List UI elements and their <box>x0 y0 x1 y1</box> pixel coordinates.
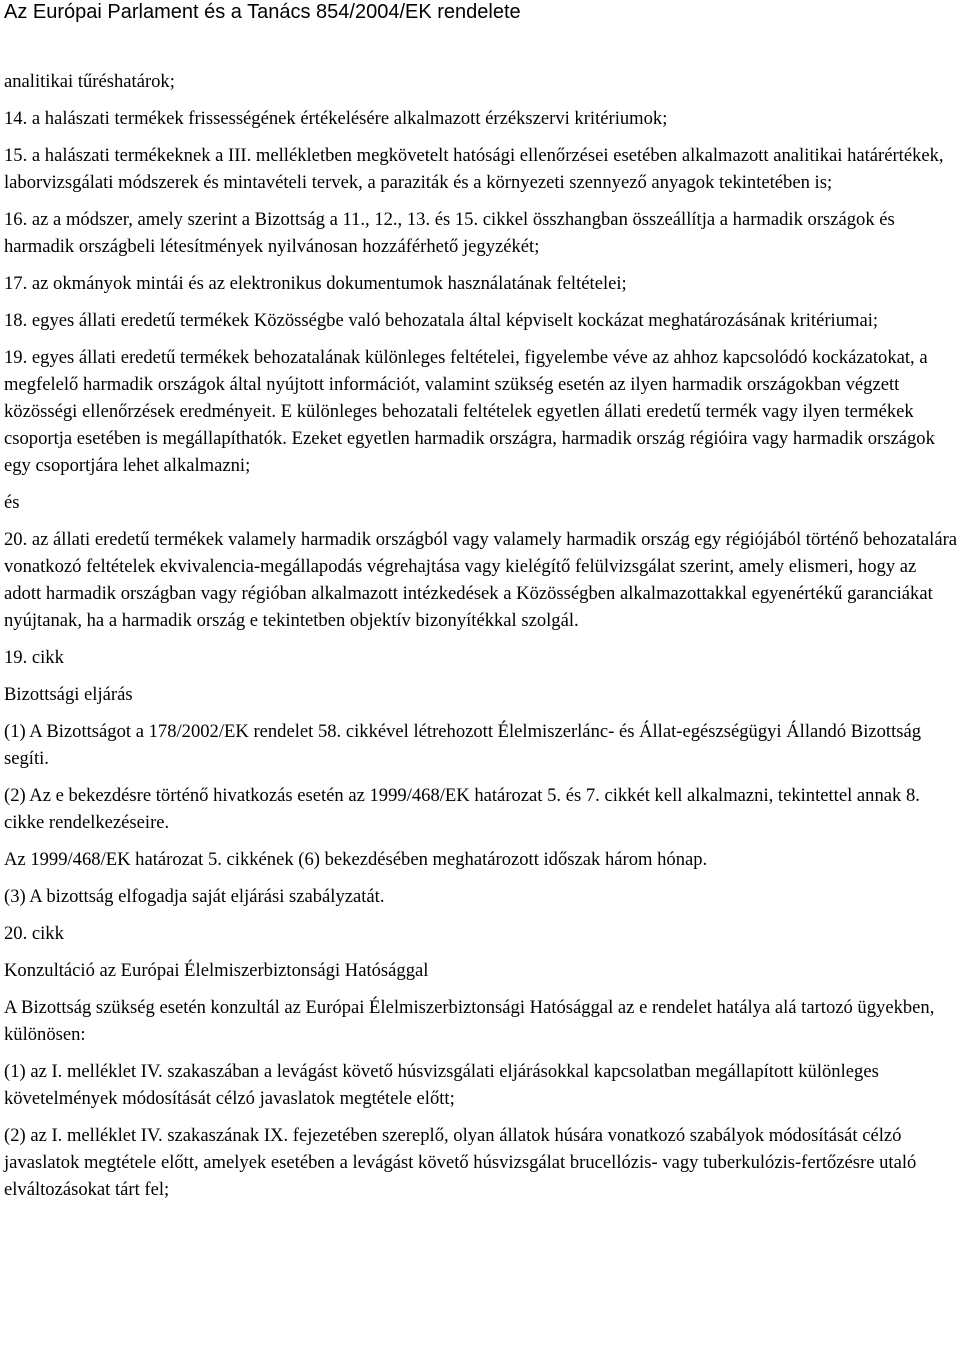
article-20-intro: A Bizottság szükség esetén konzultál az Európai Élelmiszerbiztonsági Hatósággal az e rendelet hatálya alá tartozó ügyekben, különösen: <box>4 997 935 1045</box>
paragraph-item-17: 17. az okmányok mintái és az elektronikus dokumentumok használatának feltételei; <box>4 273 627 294</box>
paragraph-item-19: 19. egyes állati eredetű termékek behozatalának különleges feltételei, figyelembe véve az ahhoz kapcsolódó kockázatokat, a megfelelő harmadik országok által nyújtott információt, valamint szükség esetén az ilyen harmadik országokban végzett közösségi ellenőrzések eredményeit. E különleges behozatali feltételek egyetlen állati eredetű termék vagy ilyen termékek csoportja esetében is megállapíthatók. Ezeket egyetlen harmadik országra, harmadik ország régióira vagy harmadik országok egy csoportjára lehet alkalmazni; <box>4 347 935 476</box>
article-20-para-2: (2) az I. melléklet IV. szakaszának IX. fejezetében szereplő, olyan állatok húsára vonatkozó szabályok módosítását célzó javaslatok megtétele előtt, amelyek esetében a levágást követő húsvizsgálat brucellózis- vagy tuberkulózis-fertőzésre utaló elváltozásokat tárt fel; <box>4 1125 917 1200</box>
article-19-para-2-sub: Az 1999/468/EK határozat 5. cikkének (6) bekezdésében meghatározott időszak három hónap. <box>4 849 708 870</box>
document-header <box>4 0 521 24</box>
article-19-title: Bizottsági eljárás <box>4 684 133 705</box>
article-20-title: Konzultáció az Európai Élelmiszerbiztonsági Hatósággal <box>4 960 429 981</box>
article-19-para-3: (3) A bizottság elfogadja saját eljárási szabályzatát. <box>4 886 385 907</box>
article-20-para-1: (1) az I. melléklet IV. szakaszában a levágást követő húsvizsgálati eljárásokkal kapcsolatban megállapított különleges követelmények módosítását célzó javaslatok megtétele előtt; <box>4 1061 879 1109</box>
article-20-number: 20. cikk <box>4 923 64 944</box>
paragraph-item-16: 16. az a módszer, amely szerint a Bizottság a 11., 12., 13. és 15. cikkel összhangban összeállítja a harmadik országok és harmadik országbeli létesítmények nyilvánosan hozzáférhető jegyzékét; <box>4 209 895 257</box>
paragraph-item-20: 20. az állati eredetű termékek valamely harmadik országból vagy valamely harmadik ország egy régiójából történő behozatalára vonatkozó feltételek ekvivalencia-megállapodás végrehajtása vagy kielégítő felülvizsgálat szerint, amely elismeri, hogy az adott harmadik országban vagy régióban alkalmazott intézkedések a Közösségben alkalmazottakkal egyenértékű garanciákat nyújtanak, ha a harmadik ország e tekintetben objektív bizonyítékkal szolgál. <box>4 529 958 631</box>
article-19-para-1: (1) A Bizottságot a 178/2002/EK rendelet 58. cikkével létrehozott Élelmiszerlánc- és Állat-egészségügyi Állandó Bizottság segíti. <box>4 721 922 769</box>
paragraph-item-18: 18. egyes állati eredetű termékek Közösségbe való behozatala által képviselt kockázat meghatározásának kritériumai; <box>4 310 879 331</box>
paragraph-analitikai: analitikai tűréshatárok; <box>4 71 175 92</box>
paragraph-item-14: 14. a halászati termékek frissességének értékelésére alkalmazott érzékszervi kritériumok; <box>4 108 668 129</box>
article-19-para-2: (2) Az e bekezdésre történő hivatkozás esetén az 1999/468/EK határozat 5. és 7. cikkét kell alkalmazni, tekintettel annak 8. cikke rendelkezéseire. <box>4 785 920 833</box>
paragraph-es: és <box>4 492 20 513</box>
paragraph-item-15: 15. a halászati termékeknek a III. mellékletben megkövetelt hatósági ellenőrzései esetében alkalmazott analitikai határértékek, laborvizsgálati módszerek és mintavételi tervek, a paraziták és a környezeti szennyező anyagok tekintetében is; <box>4 145 944 193</box>
document-title: Az Európai Parlament és a Tanács 854/2004/EK rendelete <box>4 1 521 23</box>
document-body <box>4 68 958 1203</box>
article-19-number: 19. cikk <box>4 647 64 668</box>
